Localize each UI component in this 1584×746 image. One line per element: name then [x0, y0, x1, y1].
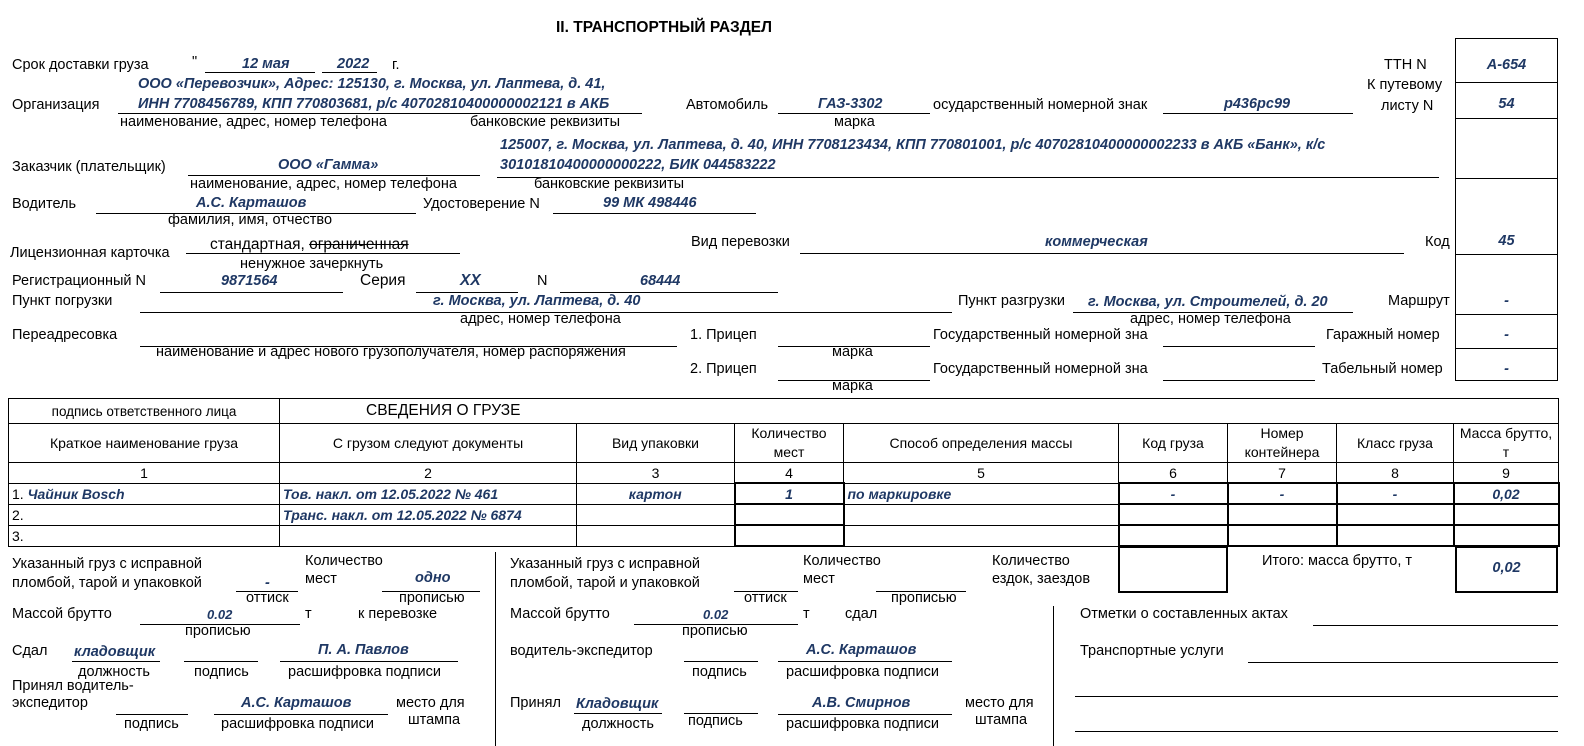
trips-box[interactable]	[1118, 546, 1228, 593]
col-number: 9	[1454, 463, 1559, 484]
left-seal-value[interactable]: -	[265, 575, 270, 591]
right-acc-name[interactable]: А.В. Смирнов	[812, 695, 911, 711]
cargo-pack[interactable]	[577, 504, 735, 525]
col-header-mass: Масса брутто, т	[1454, 424, 1559, 463]
right-seal-label1: Указанный груз с исправной	[510, 556, 701, 572]
left-acc-name[interactable]: А.С. Карташов	[241, 695, 352, 711]
customer-hint-bank: банковские реквизиты	[534, 176, 685, 192]
right-mass-value[interactable]: 0.02	[703, 607, 729, 622]
col-header-qty: Количество мест	[735, 424, 844, 463]
right-gave: сдал	[845, 606, 878, 622]
org-hint-bank: банковские реквизиты	[470, 114, 621, 130]
page-title: II. ТРАНСПОРТНЫЙ РАЗДЕЛ	[556, 19, 773, 36]
route-value[interactable]: -	[1504, 293, 1509, 309]
garage-label: Гаражный номер	[1326, 327, 1440, 343]
driver-forwarder-sign-hint: подпись	[692, 664, 747, 680]
car-model[interactable]: ГАЗ-3302	[818, 96, 883, 112]
cargo-name-cell[interactable]	[9, 483, 280, 504]
left-stamp-label2: штампа	[408, 712, 461, 728]
left-mass-unit: т	[305, 606, 312, 622]
cargo-docs[interactable]	[280, 525, 577, 546]
loading-label: Пункт погрузки	[12, 293, 113, 309]
driver-forwarder-name[interactable]: А.С. Карташов	[806, 642, 917, 658]
driver-forwarder-label: водитель-экспедитор	[510, 643, 653, 659]
col-number: 4	[735, 463, 844, 484]
trailer2-plate-label: Государственный номерной зна	[933, 361, 1148, 377]
trailer1-plate-label: Государственный номерной зна	[933, 327, 1148, 343]
responsible-sign-label: подпись ответственного лица	[9, 399, 280, 424]
left-acc-sign-hint: подпись	[124, 716, 179, 732]
garage-value[interactable]: -	[1504, 327, 1509, 343]
cargo-docs[interactable]: Транс. накл. от 12.05.2022 № 6874	[280, 504, 577, 525]
transport-type-label: Вид перевозки	[691, 234, 790, 250]
left-accepted-label1: Принял водитель-	[12, 678, 134, 694]
right-stamp-label2: штампа	[975, 712, 1028, 728]
delivery-suffix: г.	[392, 57, 400, 73]
car-plate[interactable]: р436рс99	[1224, 96, 1291, 112]
col-header-container: Номер контейнера	[1228, 424, 1337, 463]
cargo-section-title: СВЕДЕНИЯ О ГРУЗЕ	[280, 399, 1559, 424]
left-transfer: к перевозке	[358, 606, 438, 622]
cargo-code[interactable]: -	[1119, 483, 1228, 504]
row-number: 2.	[12, 506, 24, 523]
license-hint: ненужное зачеркнуть	[240, 256, 384, 272]
cargo-mass[interactable]: 0,02	[1454, 483, 1559, 504]
series-label: Серия	[360, 272, 406, 289]
col-number: 1	[9, 463, 280, 484]
cargo-table	[8, 398, 1560, 547]
col-header-docs: С грузом следуют документы	[280, 424, 577, 463]
delivery-label: Срок доставки груза	[12, 57, 149, 73]
col-header-method: Способ определения массы	[844, 424, 1119, 463]
right-acc-position[interactable]: Кладовщик	[576, 696, 659, 712]
right-acc-name-hint: расшифровка подписи	[786, 716, 939, 732]
trips-label2: ездок, заездов	[992, 571, 1091, 587]
car-label: Автомобиль	[686, 97, 769, 113]
left-acc-name-hint: расшифровка подписи	[221, 716, 374, 732]
left-seal-hint: оттиск	[246, 590, 289, 606]
left-places-hint: прописью	[399, 590, 465, 606]
customer-hint-name: наименование, адрес, номер телефона	[190, 176, 457, 192]
customer-bank-line1[interactable]: 125007, г. Москва, ул. Лаптева, д. 40, ИНН 7708123434, КПП 770801001, р/с 40702810400000002233 в АКБ «Банк», к/с	[500, 137, 1326, 153]
cargo-name-cell[interactable]	[9, 525, 280, 546]
col-number: 3	[577, 463, 735, 484]
tab-number-label: Табельный номер	[1322, 361, 1443, 377]
number-value[interactable]: 68444	[640, 273, 681, 289]
cargo-method[interactable]	[844, 525, 1119, 546]
cargo-qty[interactable]	[735, 504, 844, 525]
driver-name[interactable]: А.С. Карташов	[196, 195, 307, 211]
number-label: N	[537, 273, 548, 289]
readdress-label: Переадресовка	[12, 327, 118, 343]
left-mass-label: Массой брутто	[12, 606, 112, 622]
cargo-qty[interactable]	[735, 525, 844, 546]
row-number: 3.	[12, 527, 24, 544]
cargo-name-cell[interactable]	[9, 504, 280, 525]
left-accepted-label2: экспедитор	[12, 695, 88, 711]
driver-cert[interactable]: 99 МК 498446	[603, 195, 697, 211]
right-accepted-label: Принял	[510, 695, 561, 711]
table-row	[9, 483, 1559, 504]
left-gave-label: Сдал	[12, 643, 48, 659]
waybill-label1: К путевому	[1367, 77, 1443, 93]
tab-number-value[interactable]: -	[1504, 361, 1509, 377]
cargo-docs[interactable]: Тов. накл. от 12.05.2022 № 461	[280, 483, 577, 504]
right-mass-label: Массой брутто	[510, 606, 610, 622]
left-places-value[interactable]: одно	[415, 570, 451, 586]
trailer1-hint: марка	[832, 344, 873, 360]
cargo-code[interactable]	[1119, 504, 1228, 525]
driver-cert-label: Удостоверение N	[423, 196, 540, 212]
waybill-label2: листу N	[1381, 98, 1434, 114]
customer-bank-line2[interactable]: 30101810400000000222, БИК 044583222	[500, 157, 776, 173]
license-option-standard: стандартная,	[210, 236, 310, 253]
table-row	[9, 504, 1559, 525]
trailer2-label: 2. Прицеп	[690, 361, 757, 377]
left-seal-label2: пломбой, тарой и упаковкой	[12, 575, 202, 591]
right-seal-hint: оттиск	[744, 590, 787, 606]
license-options[interactable]	[210, 236, 409, 253]
delivery-day[interactable]: 12 мая	[242, 56, 290, 72]
waybill-value[interactable]: 54	[1498, 96, 1515, 112]
readdress-hint: наименование и адрес нового грузополучателя, номер распоряжения	[156, 344, 626, 360]
left-gave-name[interactable]: П. А. Павлов	[318, 642, 409, 658]
unloading-label: Пункт разгрузки	[958, 293, 1066, 309]
cargo-name: Чайник Bosch	[27, 485, 125, 502]
code-label: Код	[1425, 234, 1450, 250]
code-value[interactable]: 45	[1498, 233, 1515, 249]
ttn-label: ТТН N	[1384, 57, 1427, 73]
driver-label: Водитель	[12, 196, 77, 212]
cargo-qty[interactable]: 1	[735, 483, 844, 504]
registration-label: Регистрационный N	[12, 273, 147, 289]
right-places-label2: мест	[803, 571, 835, 587]
cargo-container[interactable]	[1228, 504, 1337, 525]
org-hint-name: наименование, адрес, номер телефона	[120, 114, 387, 130]
col-number: 2	[280, 463, 577, 484]
cargo-class[interactable]: -	[1337, 483, 1454, 504]
cargo-container[interactable]: -	[1228, 483, 1337, 504]
right-mass-hint: прописью	[682, 623, 748, 639]
cargo-code[interactable]	[1119, 525, 1228, 546]
driver-forwarder-name-hint: расшифровка подписи	[786, 664, 939, 680]
left-gave-pos-hint: должность	[78, 664, 150, 680]
right-mass-unit: т	[803, 606, 810, 622]
col-number: 7	[1228, 463, 1337, 484]
left-mass-hint: прописью	[185, 623, 251, 639]
cargo-pack[interactable]: картон	[577, 483, 735, 504]
license-label: Лицензионная карточка	[10, 245, 170, 261]
col-number: 6	[1119, 463, 1228, 484]
right-places-label1: Количество	[803, 553, 881, 569]
trips-label1: Количество	[992, 553, 1070, 569]
left-stamp-label1: место для	[396, 695, 465, 711]
cargo-class[interactable]	[1337, 504, 1454, 525]
right-seal-label2: пломбой, тарой и упаковкой	[510, 575, 700, 591]
total-mass-label: Итого: масса брутто, т	[1262, 553, 1413, 569]
left-gave-position[interactable]: кладовщик	[74, 644, 156, 660]
left-places-label2: мест	[305, 571, 337, 587]
trailer1-label: 1. Прицеп	[690, 327, 757, 343]
customer-name[interactable]: ООО «Гамма»	[278, 157, 379, 173]
left-places-label1: Количество	[305, 553, 383, 569]
col-number: 8	[1337, 463, 1454, 484]
loading-value[interactable]: г. Москва, ул. Лаптева, д. 40	[433, 293, 641, 309]
ttn-value[interactable]: А-654	[1486, 57, 1527, 73]
left-gave-sign-hint: подпись	[194, 664, 249, 680]
license-option-limited: ограниченная	[309, 236, 409, 253]
cargo-method[interactable]	[844, 504, 1119, 525]
registration-value[interactable]: 9871564	[221, 273, 278, 289]
cargo-container[interactable]	[1228, 525, 1337, 546]
acts-label: Отметки о составленных актах	[1080, 606, 1288, 622]
left-gave-name-hint: расшифровка подписи	[288, 664, 441, 680]
col-header-code: Код груза	[1119, 424, 1228, 463]
col-header-name: Краткое наименование груза	[9, 424, 280, 463]
cargo-method[interactable]: по маркировке	[844, 483, 1119, 504]
left-seal-label1: Указанный груз с исправной	[12, 556, 203, 572]
org-label: Организация	[12, 97, 100, 113]
org-line1[interactable]: ООО «Перевозчик», Адрес: 125130, г. Москва, ул. Лаптева, д. 41,	[138, 76, 606, 92]
loading-hint: адрес, номер телефона	[460, 311, 621, 327]
cargo-mass[interactable]	[1454, 504, 1559, 525]
right-acc-pos-hint: должность	[582, 716, 654, 732]
cargo-mass[interactable]	[1454, 525, 1559, 546]
right-stamp-label1: место для	[965, 695, 1034, 711]
route-label: Маршрут	[1388, 293, 1450, 309]
delivery-quote: "	[192, 54, 198, 70]
col-number: 5	[844, 463, 1119, 484]
right-places-hint: прописью	[891, 590, 957, 606]
table-row	[9, 525, 1559, 546]
total-mass-value[interactable]: 0,02	[1492, 560, 1521, 576]
series-value[interactable]: XX	[460, 272, 481, 289]
col-header-pack: Вид упаковки	[577, 424, 735, 463]
cargo-class[interactable]	[1337, 525, 1454, 546]
trailer2-hint: марка	[832, 378, 873, 394]
right-acc-sign-hint: подпись	[688, 713, 743, 729]
row-number: 1.	[12, 485, 24, 502]
left-mass-value[interactable]: 0.02	[207, 607, 233, 622]
cargo-pack[interactable]	[577, 525, 735, 546]
driver-hint: фамилия, имя, отчество	[168, 212, 333, 228]
delivery-year[interactable]: 2022	[337, 56, 370, 72]
col-header-class: Класс груза	[1337, 424, 1454, 463]
unloading-value[interactable]: г. Москва, ул. Строителей, д. 20	[1088, 294, 1328, 310]
car-hint: марка	[834, 114, 875, 130]
customer-label: Заказчик (плательщик)	[12, 159, 166, 175]
car-plate-label: осударственный номерной знак	[933, 97, 1148, 113]
unloading-hint: адрес, номер телефона	[1130, 311, 1291, 327]
transport-type-value[interactable]: коммерческая	[1045, 234, 1148, 250]
transport-services-label: Транспортные услуги	[1080, 643, 1224, 659]
org-line2[interactable]: ИНН 7708456789, КПП 770803681, р/с 40702810400000002121 в АКБ	[138, 96, 610, 112]
